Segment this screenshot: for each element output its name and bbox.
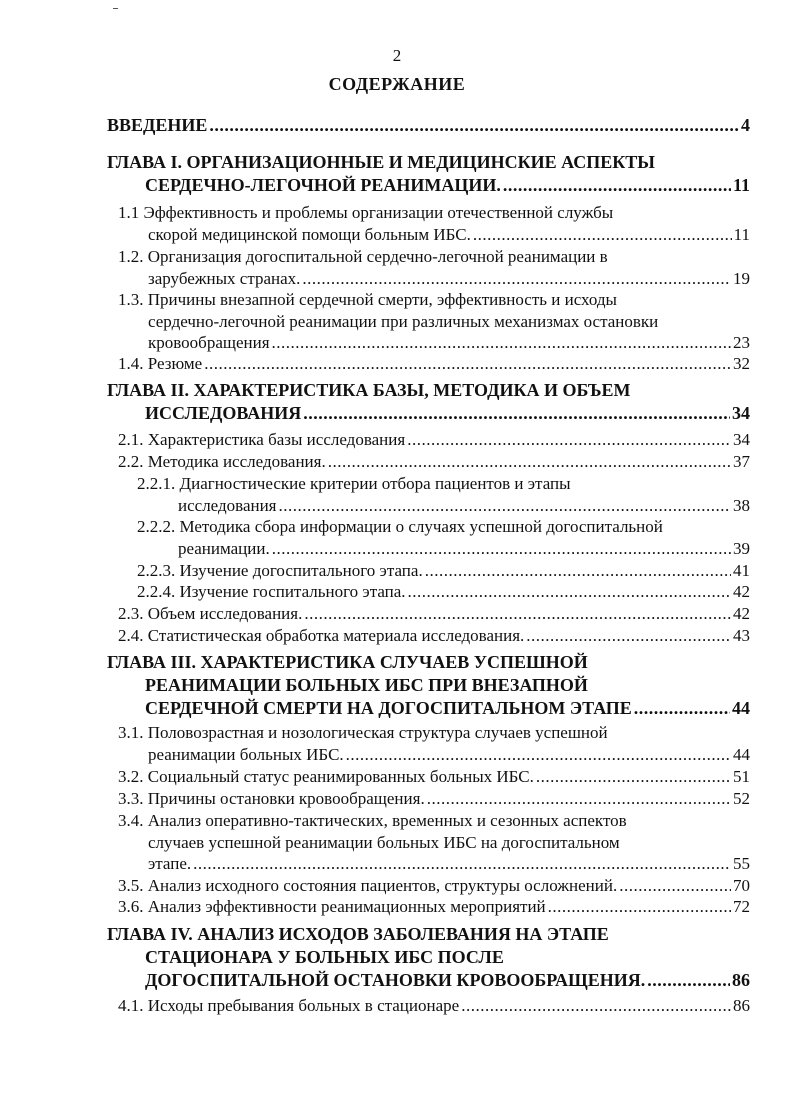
toc-entry-text: 2.2.4. Изучение госпитального этапа. [137,582,406,601]
dot-leader [408,581,731,603]
toc-entry-line [118,289,617,311]
toc-page-number: 4 [741,115,750,135]
toc-page-number: 19 [733,268,750,288]
toc-page-number: 44 [732,698,750,718]
toc-entry-text: 2.2. Методика исследования. [118,452,326,471]
toc-entry-line [148,311,658,333]
toc-entry-text: ВВЕДЕНИЕ [107,115,208,135]
toc-entry-text: 3.3. Причины остановки кровообращения. [118,789,425,808]
toc-entry-text: РЕАНИМАЦИИ БОЛЬНЫХ ИБС ПРИ ВНЕЗАПНОЙ [145,675,588,695]
toc-entry [148,853,750,875]
dot-leader [503,174,731,196]
toc-entry-text: 1.2. Организация догоспитальной сердечно-легочной реанимации в [118,247,608,266]
dot-leader [279,495,731,517]
dot-leader [473,224,732,246]
toc-page-number: 44 [733,744,750,764]
toc-entry-text: 1.3. Причины внезапной сердечной смерти, эффективность и исходы [118,290,617,309]
toc-page-number: 51 [733,767,750,786]
toc-entry [118,451,750,473]
dot-leader [647,969,730,991]
dot-leader [619,875,731,897]
dot-leader [204,353,731,375]
toc-entry-line [107,923,609,945]
toc-page-number: 43 [733,626,750,645]
toc-entry-text: 2.2.3. Изучение догоспитального этапа. [137,561,423,580]
dot-leader [272,538,731,560]
toc-entry [148,332,750,354]
toc-entry-text: ГЛАВА III. ХАРАКТЕРИСТИКА СЛУЧАЕВ УСПЕШНОЙ [107,652,588,672]
dot-leader [427,788,731,810]
toc-entry-text: СЕРДЕЧНО-ЛЕГОЧНОЙ РЕАНИМАЦИИ. [145,175,501,195]
toc-entry-line [107,379,631,401]
toc-entry-text: 3.6. Анализ эффективности реанимационных мероприятий [118,897,546,916]
dot-leader [346,744,731,766]
toc-page-number: 72 [733,897,750,916]
toc-entry [145,402,750,424]
toc-entry-text: 4.1. Исходы пребывания больных в стационаре [118,996,460,1015]
toc-entry-line [137,473,571,495]
toc-entry-text: этапе. [148,854,192,874]
toc-title: СОДЕРЖАНИЕ [328,74,466,94]
toc-page-number: 34 [732,403,750,423]
toc-entry-text: 1.4. Резюме [118,354,203,373]
dot-leader [302,268,731,290]
toc-entry [148,744,750,766]
toc-page-number: 32 [733,354,750,373]
toc-page-number: 11 [732,175,750,195]
toc-entry-text: ДОГОСПИТАЛЬНОЙ ОСТАНОВКИ КРОВООБРАЩЕНИЯ. [145,970,646,990]
toc-entry-text: реанимации. [178,538,270,558]
toc-entry [148,224,750,246]
toc-entry-line [137,516,663,538]
toc-entry [137,560,750,582]
toc-entry [118,995,750,1017]
toc-entry [145,174,750,196]
toc-entry [118,353,750,375]
dot-leader [526,625,731,647]
dot-leader [407,429,731,451]
toc-entry-line [118,246,608,268]
toc-entry-line [107,651,588,673]
scan-mark [113,8,118,9]
toc-entry [118,896,750,918]
toc-entry [145,697,750,719]
toc-page-number: 23 [733,333,750,353]
toc-entry [145,969,750,991]
dot-leader [425,560,731,582]
toc-entry-text: 3.1. Половозрастная и нозологическая структура случаев успешной [118,723,608,742]
toc-entry-line [118,722,608,744]
toc-entry-text: 3.5. Анализ исходного состояния пациентов, структуры осложнений. [118,876,618,895]
toc-entry-text: реанимации больных ИБС. [148,744,344,764]
toc-entry [118,625,750,647]
toc-entry-line [107,151,655,173]
toc-entry [118,603,750,625]
toc-entry-text: 2.2.1. Диагностические критерии отбора пациентов и этапы [137,474,571,493]
toc-page-number: 11 [733,224,750,244]
toc-page-number: 37 [733,452,750,471]
dot-leader [634,697,730,719]
dot-leader [536,766,731,788]
toc-page-number: 39 [733,538,750,558]
dot-leader [304,603,731,625]
dot-leader [548,896,731,918]
toc-page-number: 34 [733,430,750,449]
dot-leader [209,114,739,136]
toc-page-number: 42 [733,582,750,601]
toc-entry-text: ГЛАВА II. ХАРАКТЕРИСТИКА БАЗЫ, МЕТОДИКА И ОБЪЕМ [107,380,631,400]
toc-entry-text: 1.1 Эффективность и проблемы организации отечественной службы [118,203,614,222]
toc-entry-text: 2.1. Характеристика базы исследования [118,430,406,449]
dot-leader [303,402,730,424]
toc-entry-line [145,946,504,968]
toc-page-number: 52 [733,789,750,808]
toc-entry-text: сердечно-легочной реанимации при различных механизмах остановки [148,311,659,331]
toc-entry-text: случаев успешной реанимации больных ИБС на догоспитальном [148,832,620,852]
toc-entry-text: скорой медицинской помощи больным ИБС. [148,224,471,244]
toc-entry-text: 2.4. Статистическая обработка материала исследования. [118,626,525,645]
toc-entry [118,788,750,810]
toc-entry-text: СТАЦИОНАРА У БОЛЬНЫХ ИБС ПОСЛЕ [145,947,504,967]
toc-entry-text: 2.3. Объем исследования. [118,604,303,623]
toc-entry-text: 2.2.2. Методика сбора информации о случаях успешной догоспитальной [137,517,663,536]
toc-entry [178,495,750,517]
toc-entry-line [118,202,613,224]
dot-leader [193,853,731,875]
toc-entry-text: 3.4. Анализ оперативно-тактических, временных и сезонных аспектов [118,811,627,830]
dot-leader [328,451,731,473]
toc-entry-line [148,832,620,854]
toc-entry-line [118,810,627,832]
toc-entry [118,766,750,788]
dot-leader [461,995,731,1017]
toc-page-number: 55 [733,854,750,874]
toc-entry [137,581,750,603]
toc-entry-text: кровообращения [148,333,270,353]
toc-entry [148,268,750,290]
toc-page-number: 38 [733,495,750,515]
page-number: 2 [392,46,402,65]
toc-page-number: 41 [733,561,750,580]
toc-entry-text: ГЛАВА IV. АНАЛИЗ ИСХОДОВ ЗАБОЛЕВАНИЯ НА ЭТАПЕ [107,924,609,944]
toc-entry-text: СЕРДЕЧНОЙ СМЕРТИ НА ДОГОСПИТАЛЬНОМ ЭТАПЕ [145,698,632,718]
toc-entry [118,875,750,897]
toc-entry [178,538,750,560]
toc-entry [118,429,750,451]
toc-entry-text: 3.2. Социальный статус реанимированных больных ИБС. [118,767,534,786]
toc-entry [107,114,750,136]
dot-leader [272,332,731,354]
toc-entry-text: исследования [178,495,277,515]
toc-page-number: 86 [732,970,750,990]
toc-entry-text: зарубежных странах. [148,268,301,288]
toc-page-number: 70 [733,876,750,895]
toc-entry-text: ГЛАВА I. ОРГАНИЗАЦИОННЫЕ И МЕДИЦИНСКИЕ АСПЕКТЫ [107,152,655,172]
toc-page-number: 86 [733,996,750,1015]
toc-page-number: 42 [733,604,750,623]
toc-entry-line [145,674,588,696]
toc-entry-text: ИССЛЕДОВАНИЯ [145,403,302,423]
